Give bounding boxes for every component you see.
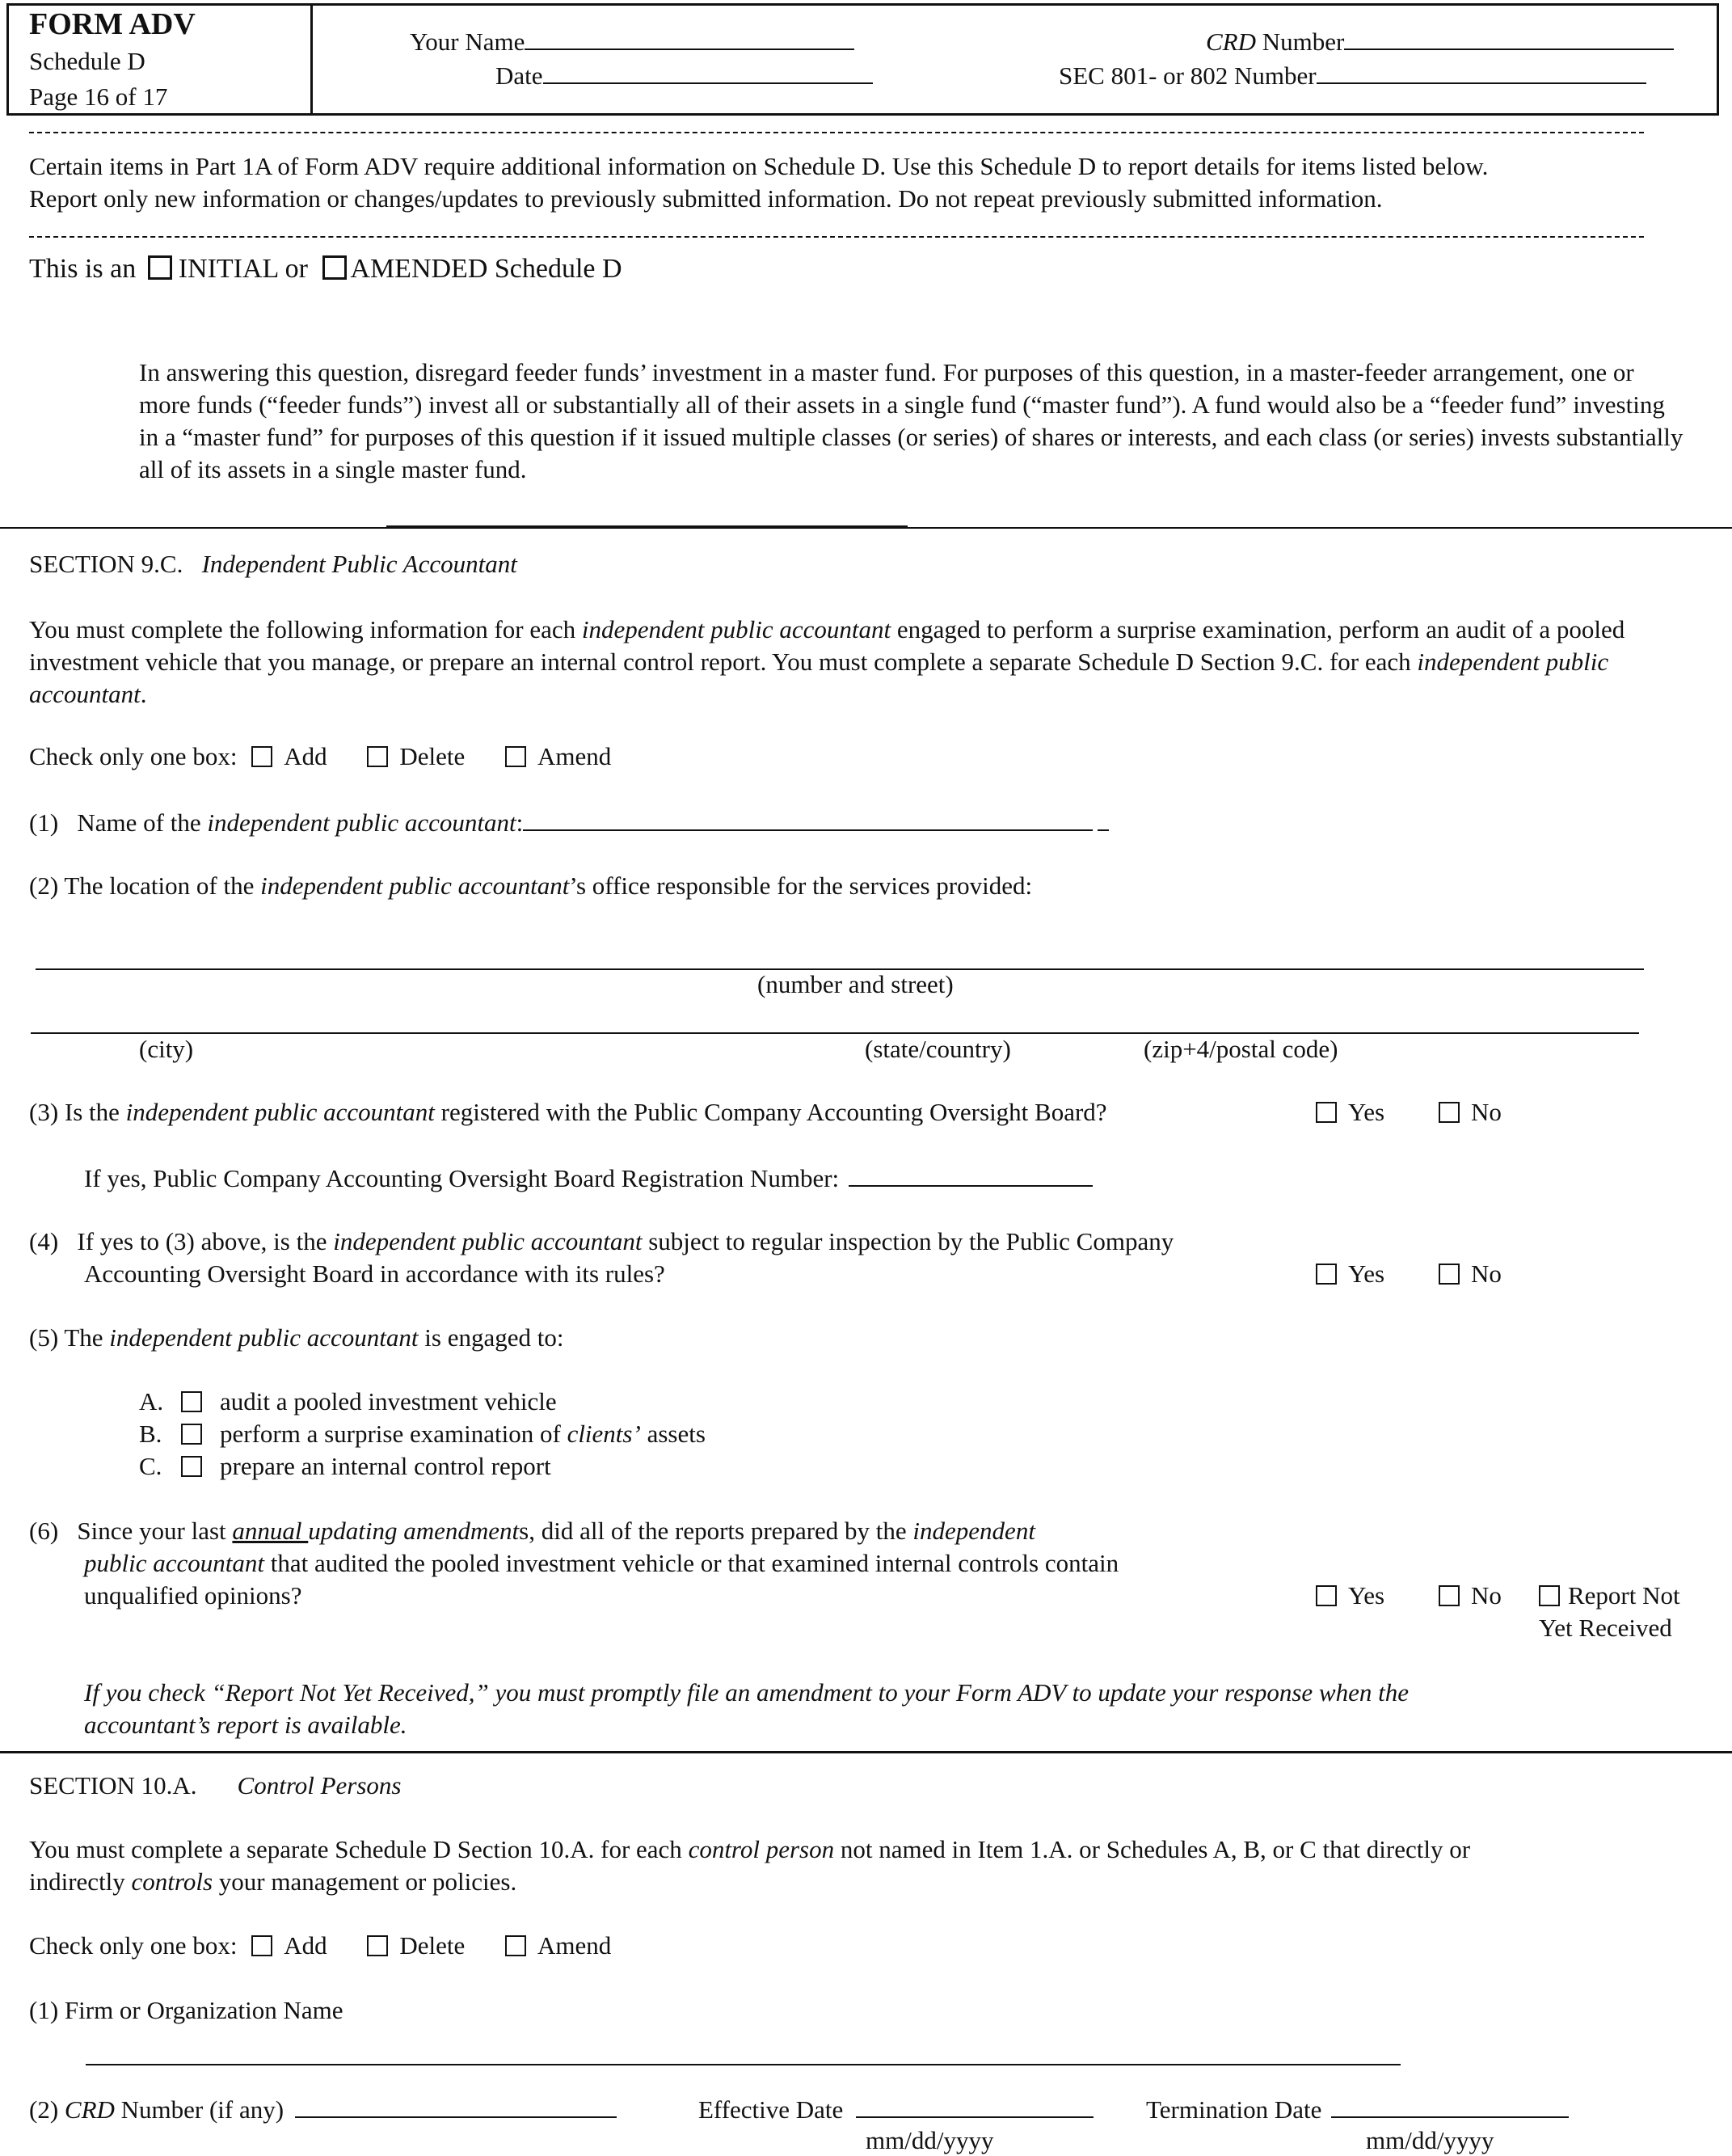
q1-row	[29, 807, 1109, 838]
desc-text: engaged to perform a surprise examination, perform an audit of a pooled investment vehicle that you manage, or prepare an internal control report. You must complete a separate Schedule D Section 9.C. for each	[29, 615, 1625, 676]
q1-text: :	[516, 808, 524, 837]
q6-no-checkbox[interactable]	[1439, 1585, 1460, 1606]
termination-date-label: Termination Date	[1146, 2095, 1322, 2124]
q2-row	[29, 871, 1032, 901]
q6-number: (6)	[29, 1517, 59, 1545]
option-letter: A.	[139, 1387, 164, 1416]
q3-text: (3) Is the	[29, 1098, 126, 1126]
yes-label: Yes	[1348, 1581, 1385, 1610]
effective-date-format: mm/dd/yyyy	[866, 2126, 994, 2154]
accountant-name-field[interactable]	[523, 807, 1093, 831]
feeder-fund-note: In answering this question, disregard feeder funds’ investment in a master fund. For purposes of this question, in a master-feeder arrangement, one or more funds (“feeder funds”) invest all or substantially all of their assets in a single fund (“master fund”). A fund would also be a “feeder fund” investing in a “master fund” for purposes of this question if it issued multiple classes (or series) of shares or interests, and each class (or series) invests substantially all of its assets in a single master fund.	[139, 358, 1684, 483]
effective-date-label: Effective Date	[698, 2095, 844, 2124]
your-name-label: Your Name	[410, 27, 525, 56]
amended-checkbox[interactable]	[322, 255, 347, 280]
yes-label: Yes	[1348, 1098, 1385, 1126]
add-label: Add	[284, 1931, 327, 1960]
s10a-delete-checkbox[interactable]	[367, 1935, 388, 1956]
form-title: FORM ADV	[29, 7, 196, 41]
pcaob-label: If yes, Public Company Accounting Oversight Board Registration Number:	[84, 1164, 840, 1192]
q1-number: (1)	[29, 808, 59, 837]
initial-label: INITIAL or	[178, 254, 308, 284]
q6-line-2	[84, 1549, 1119, 1578]
dashed-divider	[29, 236, 1644, 238]
desc-term: controls	[131, 1867, 213, 1896]
q6-term: independent	[912, 1517, 1035, 1545]
q4-number: (4)	[29, 1227, 59, 1255]
desc-text: your management or policies.	[213, 1867, 517, 1896]
q5-term: independent public accountant	[109, 1323, 419, 1352]
q2-text: Number (if any)	[114, 2095, 284, 2124]
audit-checkbox[interactable]	[181, 1391, 202, 1412]
s9c-check-one-row	[29, 742, 611, 771]
schedule-label: Schedule D	[29, 47, 145, 75]
option-letter: C.	[139, 1452, 162, 1480]
s9c-amend-checkbox[interactable]	[505, 746, 526, 767]
zip-caption: (zip+4/postal code)	[1144, 1035, 1338, 1063]
q6-yes-option	[1316, 1581, 1384, 1610]
this-is-an-label: This is an	[29, 254, 137, 284]
crd-number-field[interactable]	[1344, 26, 1674, 50]
option-letter: B.	[139, 1420, 162, 1448]
amend-label: Amend	[537, 1931, 612, 1960]
q1-text: Name of the	[77, 808, 208, 837]
q5-text: is engaged to:	[418, 1323, 564, 1352]
pcaob-number-row	[84, 1162, 1093, 1193]
crd-number-row	[29, 2094, 617, 2124]
check-one-label: Check only one box:	[29, 742, 238, 770]
dashed-divider	[29, 132, 1644, 133]
date-field[interactable]	[543, 60, 873, 84]
q3-row	[29, 1098, 1107, 1127]
section-9c-title: Independent Public Accountant	[201, 550, 517, 578]
q4-yes-option	[1316, 1259, 1384, 1289]
desc-text: You must complete a separate Schedule D Section 10.A. for each	[29, 1835, 689, 1863]
crd-row	[1206, 26, 1674, 57]
q6-text: s, did all of the reports prepared by the	[519, 1517, 913, 1545]
s9c-delete-checkbox[interactable]	[367, 746, 388, 767]
q2-text: (2)	[29, 2095, 65, 2124]
control-person-crd-field[interactable]	[295, 2094, 617, 2118]
your-name-row	[410, 26, 854, 57]
q6-term: public accountant	[84, 1549, 264, 1577]
option-text: audit a pooled investment vehicle	[220, 1387, 557, 1416]
date-row	[495, 60, 873, 91]
yes-label: Yes	[1348, 1259, 1385, 1288]
intro-line-2: Report only new information or changes/updates to previously submitted information. Do not repeat previously submitted information.	[29, 184, 1383, 213]
termination-date-row	[1146, 2094, 1569, 2124]
desc-text: not named in Item 1.A. or Schedules A, B, or C that directly or	[834, 1835, 1471, 1863]
header-divider	[310, 6, 313, 113]
intro-line-1: Certain items in Part 1A of Form ADV require additional information on Schedule D. Use this Schedule D to report details for items listed below.	[29, 152, 1489, 180]
termination-date-field[interactable]	[1331, 2094, 1569, 2118]
q6-line-3: unqualified opinions?	[84, 1581, 302, 1610]
section-10a-desc-line-2	[29, 1867, 516, 1897]
q2-term: independent public accountant	[260, 871, 570, 900]
section-10a-title: Control Persons	[237, 1771, 402, 1799]
initial-checkbox[interactable]	[148, 255, 172, 280]
q6-term: updating amendment	[308, 1517, 520, 1545]
report-note-line-1: If you check “Report Not Yet Received,” you must promptly file an amendment to your Form ADV to update your response when the	[84, 1678, 1409, 1707]
q4-row	[29, 1227, 1174, 1256]
number-street-caption: (number and street)	[757, 970, 954, 998]
q5-option-c	[139, 1452, 551, 1481]
option-text: prepare an internal control report	[220, 1452, 551, 1480]
no-label: No	[1471, 1098, 1502, 1126]
q6-text: that audited the pooled investment vehicle or that examined internal controls contain	[263, 1549, 1119, 1577]
q4-text: If yes to (3) above, is the	[77, 1227, 334, 1255]
sec-number-label: SEC 801- or 802 Number	[1059, 61, 1317, 90]
crd-label-italic: CRD	[1206, 27, 1256, 56]
state-country-caption: (state/country)	[865, 1035, 1011, 1063]
crd-term: CRD	[64, 2095, 115, 2124]
q5-option-b	[139, 1420, 706, 1449]
date-label: Date	[495, 61, 543, 90]
option-text: perform a surprise examination of	[220, 1420, 567, 1448]
your-name-field[interactable]	[525, 26, 854, 50]
crd-label: Number	[1256, 27, 1345, 56]
q3-yes-checkbox[interactable]	[1316, 1102, 1337, 1123]
section-10a-heading	[29, 1771, 401, 1800]
q4-no-option	[1439, 1259, 1502, 1289]
desc-text: indirectly	[29, 1867, 132, 1896]
desc-text: You must complete the following information for each	[29, 615, 582, 643]
q4-line-2: Accounting Oversight Board in accordance with its rules?	[84, 1259, 665, 1288]
section-divider-accent	[386, 525, 908, 529]
no-label: No	[1471, 1259, 1502, 1288]
sec-number-field[interactable]	[1317, 60, 1646, 84]
check-one-label: Check only one box:	[29, 1931, 238, 1960]
firm-name-field[interactable]	[86, 2064, 1401, 2065]
firm-name-label: (1) Firm or Organization Name	[29, 1996, 343, 2024]
section-10a-number: SECTION 10.A.	[29, 1771, 197, 1799]
q3-yes-option	[1316, 1098, 1384, 1127]
q6-no-option	[1439, 1581, 1502, 1610]
q5-option-a	[139, 1387, 557, 1416]
q6-not-received-option	[1539, 1581, 1680, 1610]
q3-text: registered with the Public Company Accounting Oversight Board?	[434, 1098, 1107, 1126]
surprise-exam-checkbox[interactable]	[181, 1424, 202, 1445]
q4-yes-checkbox[interactable]	[1316, 1264, 1337, 1285]
q6-text: Since your last	[77, 1517, 233, 1545]
s10a-add-checkbox[interactable]	[251, 1935, 272, 1956]
desc-term: independent public accountant	[581, 615, 891, 643]
q4-term: independent public accountant	[333, 1227, 643, 1255]
q5-row	[29, 1323, 563, 1352]
amend-label: Amend	[537, 742, 612, 770]
schedule-type-row	[29, 254, 622, 285]
internal-control-checkbox[interactable]	[181, 1456, 202, 1477]
section-9c-description	[29, 614, 1694, 711]
q6-yes-checkbox[interactable]	[1316, 1585, 1337, 1606]
effective-date-field[interactable]	[856, 2094, 1094, 2118]
q6-term-underlined: annual	[232, 1517, 309, 1545]
report-not-label: Report Not	[1568, 1581, 1680, 1610]
effective-date-row	[698, 2094, 1094, 2124]
q2-text: (2) The location of the	[29, 871, 261, 900]
s10a-amend-checkbox[interactable]	[505, 1935, 526, 1956]
q3-term: independent public accountant	[125, 1098, 435, 1126]
q4-no-checkbox[interactable]	[1439, 1264, 1460, 1285]
q2-text: ’s office responsible for the services provided:	[569, 871, 1033, 900]
s9c-add-checkbox[interactable]	[251, 746, 272, 767]
report-not-received-checkbox[interactable]	[1539, 1585, 1560, 1606]
option-term: clients’	[567, 1420, 641, 1448]
city-state-zip-field[interactable]	[31, 1032, 1639, 1034]
amended-label: AMENDED Schedule D	[350, 254, 622, 284]
report-note-line-2: accountant’s report is available.	[84, 1711, 407, 1739]
section-10a-desc-line-1	[29, 1835, 1470, 1864]
q3-no-checkbox[interactable]	[1439, 1102, 1460, 1123]
no-label: No	[1471, 1581, 1502, 1610]
desc-term: control person	[688, 1835, 835, 1863]
section-9c-heading	[29, 550, 517, 579]
add-label: Add	[284, 742, 327, 770]
underscore-mark	[1098, 807, 1109, 831]
page-number: Page 16 of 17	[29, 82, 168, 111]
city-caption: (city)	[139, 1035, 194, 1063]
desc-term: independent public accountant	[29, 648, 1609, 708]
desc-text: .	[140, 680, 147, 708]
q3-no-option	[1439, 1098, 1502, 1127]
termination-date-format: mm/dd/yyyy	[1366, 2126, 1494, 2154]
delete-label: Delete	[399, 1931, 466, 1960]
pcaob-number-field[interactable]	[849, 1162, 1093, 1187]
q6-line-1	[29, 1517, 1035, 1546]
delete-label: Delete	[399, 742, 466, 770]
q4-text: subject to regular inspection by the Public Company	[642, 1227, 1174, 1255]
option-text: assets	[640, 1420, 706, 1448]
s10a-check-one-row	[29, 1931, 611, 1960]
q5-text: (5) The	[29, 1323, 110, 1352]
section-9c-number: SECTION 9.C.	[29, 550, 183, 578]
yet-received-label: Yet Received	[1539, 1614, 1672, 1642]
q1-term: independent public accountant	[207, 808, 516, 837]
section-divider	[0, 1751, 1732, 1753]
sec-row	[1059, 60, 1646, 91]
